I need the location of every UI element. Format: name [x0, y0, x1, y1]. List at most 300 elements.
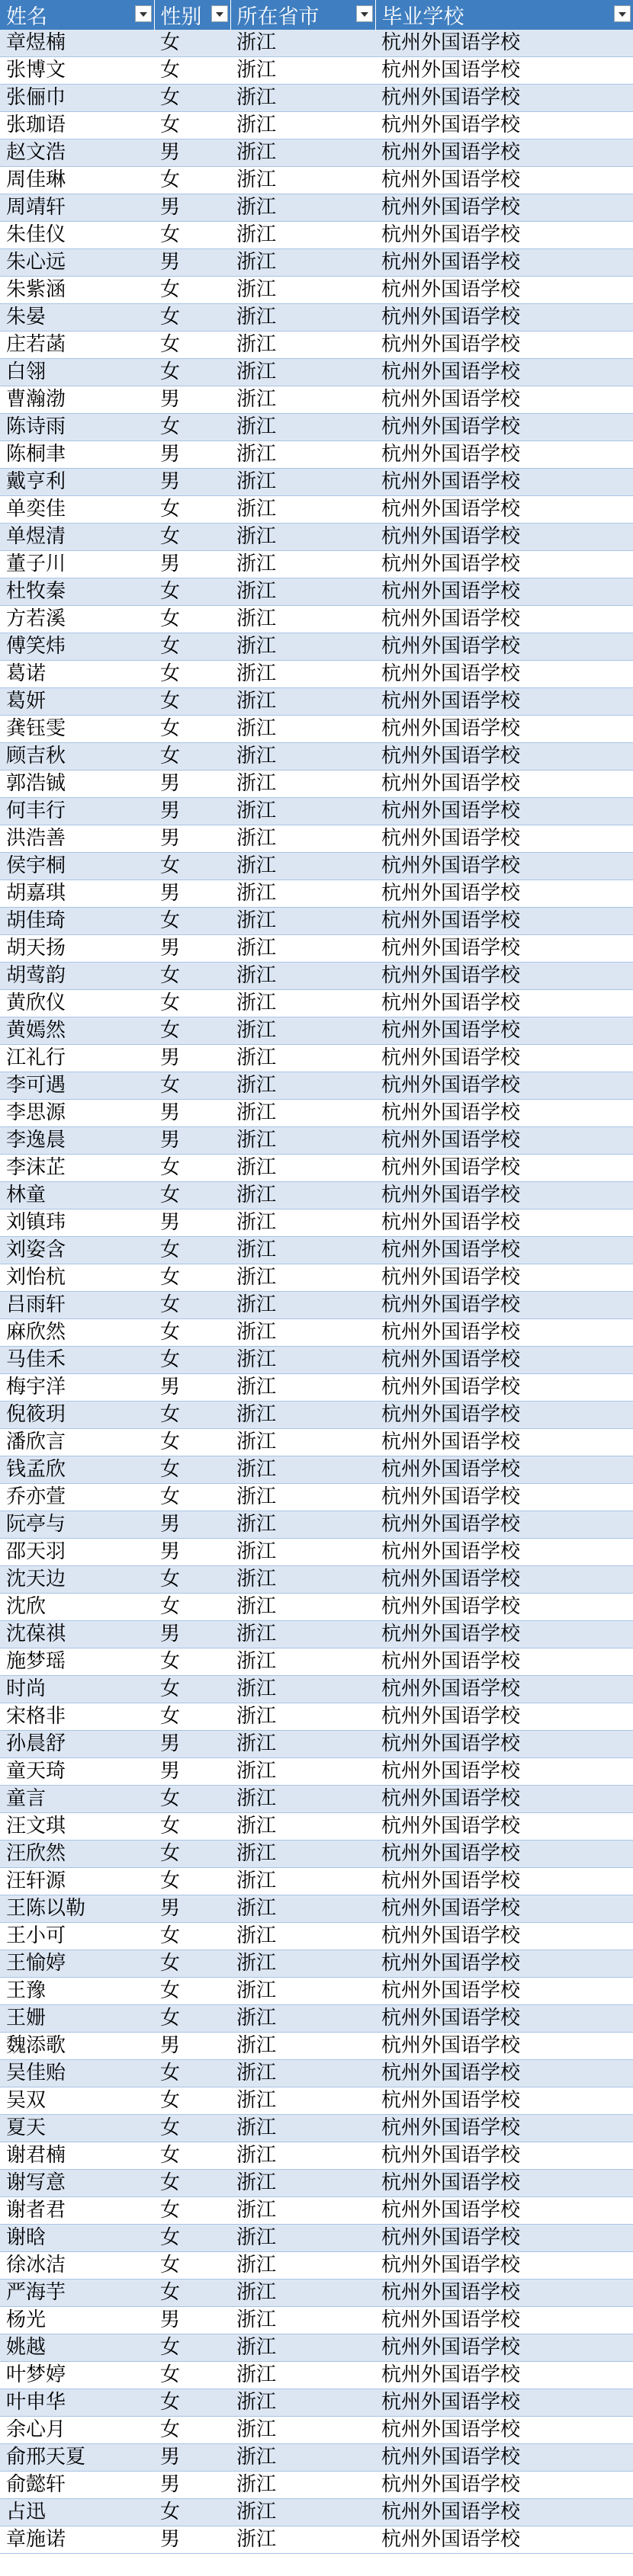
cell-name[interactable]: 庄若菡: [0, 332, 154, 359]
cell-name[interactable]: 傅笑炜: [0, 633, 154, 661]
cell-name[interactable]: 张博文: [0, 57, 154, 85]
cell-province[interactable]: 浙江: [230, 633, 375, 661]
cell-province[interactable]: 浙江: [230, 2115, 375, 2142]
cell-province[interactable]: 浙江: [230, 2225, 375, 2252]
cell-school[interactable]: 杭州外国语学校: [375, 771, 633, 798]
cell-gender[interactable]: 女: [154, 1566, 230, 1594]
cell-school[interactable]: 杭州外国语学校: [375, 606, 633, 633]
cell-name[interactable]: 单奕佳: [0, 496, 154, 524]
cell-gender[interactable]: 女: [154, 688, 230, 716]
cell-school[interactable]: 杭州外国语学校: [375, 277, 633, 304]
cell-province[interactable]: 浙江: [230, 1621, 375, 1648]
cell-province[interactable]: 浙江: [230, 1456, 375, 1484]
cell-gender[interactable]: 男: [154, 1374, 230, 1402]
cell-name[interactable]: 方若溪: [0, 606, 154, 633]
cell-name[interactable]: 章施诺: [0, 2526, 154, 2554]
cell-province[interactable]: 浙江: [230, 661, 375, 688]
cell-province[interactable]: 浙江: [230, 1978, 375, 2005]
cell-school[interactable]: 杭州外国语学校: [375, 1594, 633, 1621]
cell-name[interactable]: 钱孟欣: [0, 1456, 154, 1484]
cell-name[interactable]: 时尚: [0, 1676, 154, 1703]
cell-gender[interactable]: 女: [154, 332, 230, 359]
cell-province[interactable]: 浙江: [230, 1484, 375, 1511]
cell-gender[interactable]: 男: [154, 935, 230, 963]
cell-name[interactable]: 单煜清: [0, 524, 154, 551]
cell-name[interactable]: 夏天: [0, 2115, 154, 2142]
cell-gender[interactable]: 女: [154, 1017, 230, 1045]
cell-gender[interactable]: 男: [154, 1511, 230, 1539]
cell-name[interactable]: 童言: [0, 1786, 154, 1813]
cell-province[interactable]: 浙江: [230, 1182, 375, 1210]
cell-school[interactable]: 杭州外国语学校: [375, 825, 633, 853]
cell-gender[interactable]: 女: [154, 716, 230, 743]
cell-name[interactable]: 洪浩善: [0, 825, 154, 853]
cell-province[interactable]: 浙江: [230, 688, 375, 716]
cell-gender[interactable]: 女: [154, 853, 230, 880]
cell-gender[interactable]: 男: [154, 1621, 230, 1648]
cell-gender[interactable]: 女: [154, 606, 230, 633]
cell-name[interactable]: 吴佳贻: [0, 2060, 154, 2087]
cell-school[interactable]: 杭州外国语学校: [375, 1923, 633, 1950]
cell-name[interactable]: 谢晗: [0, 2225, 154, 2252]
cell-name[interactable]: 沈葆祺: [0, 1621, 154, 1648]
cell-gender[interactable]: 女: [154, 1484, 230, 1511]
cell-school[interactable]: 杭州外国语学校: [375, 1045, 633, 1072]
cell-school[interactable]: 杭州外国语学校: [375, 1841, 633, 1868]
cell-province[interactable]: 浙江: [230, 1758, 375, 1786]
cell-gender[interactable]: 女: [154, 1676, 230, 1703]
filter-dropdown-icon[interactable]: [135, 5, 152, 22]
cell-gender[interactable]: 女: [154, 1402, 230, 1429]
cell-school[interactable]: 杭州外国语学校: [375, 386, 633, 414]
cell-province[interactable]: 浙江: [230, 1347, 375, 1374]
cell-name[interactable]: 王愉婷: [0, 1950, 154, 1978]
cell-gender[interactable]: 女: [154, 1072, 230, 1100]
cell-gender[interactable]: 女: [154, 222, 230, 249]
cell-gender[interactable]: 女: [154, 304, 230, 332]
cell-school[interactable]: 杭州外国语学校: [375, 1100, 633, 1127]
cell-school[interactable]: 杭州外国语学校: [375, 1402, 633, 1429]
cell-name[interactable]: 倪筱玥: [0, 1402, 154, 1429]
cell-name[interactable]: 朱心远: [0, 249, 154, 277]
cell-school[interactable]: 杭州外国语学校: [375, 30, 633, 57]
cell-province[interactable]: 浙江: [230, 2334, 375, 2362]
cell-name[interactable]: 刘镇玮: [0, 1210, 154, 1237]
cell-province[interactable]: 浙江: [230, 1648, 375, 1676]
cell-province[interactable]: 浙江: [230, 1017, 375, 1045]
cell-gender[interactable]: 男: [154, 1045, 230, 1072]
cell-gender[interactable]: 男: [154, 2307, 230, 2334]
cell-province[interactable]: 浙江: [230, 1676, 375, 1703]
cell-province[interactable]: 浙江: [230, 1841, 375, 1868]
cell-gender[interactable]: 女: [154, 2362, 230, 2389]
cell-gender[interactable]: 男: [154, 139, 230, 167]
cell-province[interactable]: 浙江: [230, 578, 375, 606]
cell-gender[interactable]: 男: [154, 1127, 230, 1155]
cell-gender[interactable]: 女: [154, 963, 230, 990]
cell-school[interactable]: 杭州外国语学校: [375, 167, 633, 194]
cell-name[interactable]: 马佳禾: [0, 1347, 154, 1374]
cell-name[interactable]: 沈欣: [0, 1594, 154, 1621]
cell-province[interactable]: 浙江: [230, 2417, 375, 2444]
cell-name[interactable]: 梅宇洋: [0, 1374, 154, 1402]
cell-school[interactable]: 杭州外国语学校: [375, 743, 633, 771]
cell-name[interactable]: 侯宇桐: [0, 853, 154, 880]
cell-name[interactable]: 葛妍: [0, 688, 154, 716]
cell-province[interactable]: 浙江: [230, 1402, 375, 1429]
cell-province[interactable]: 浙江: [230, 2444, 375, 2472]
cell-name[interactable]: 阮亭与: [0, 1511, 154, 1539]
cell-school[interactable]: 杭州外国语学校: [375, 332, 633, 359]
cell-gender[interactable]: 女: [154, 2389, 230, 2417]
cell-gender[interactable]: 男: [154, 825, 230, 853]
cell-gender[interactable]: 女: [154, 2060, 230, 2087]
cell-province[interactable]: 浙江: [230, 194, 375, 222]
cell-gender[interactable]: 女: [154, 30, 230, 57]
cell-school[interactable]: 杭州外国语学校: [375, 2334, 633, 2362]
cell-school[interactable]: 杭州外国语学校: [375, 2033, 633, 2060]
cell-name[interactable]: 汪欣然: [0, 1841, 154, 1868]
cell-province[interactable]: 浙江: [230, 30, 375, 57]
cell-school[interactable]: 杭州外国语学校: [375, 1072, 633, 1100]
cell-gender[interactable]: 女: [154, 2334, 230, 2362]
cell-gender[interactable]: 男: [154, 2526, 230, 2554]
cell-province[interactable]: 浙江: [230, 606, 375, 633]
cell-gender[interactable]: 女: [154, 633, 230, 661]
cell-name[interactable]: 龚钰雯: [0, 716, 154, 743]
cell-name[interactable]: 谢者君: [0, 2197, 154, 2225]
cell-province[interactable]: 浙江: [230, 469, 375, 496]
cell-school[interactable]: 杭州外国语学校: [375, 1456, 633, 1484]
cell-province[interactable]: 浙江: [230, 1594, 375, 1621]
cell-school[interactable]: 杭州外国语学校: [375, 880, 633, 908]
cell-province[interactable]: 浙江: [230, 139, 375, 167]
cell-gender[interactable]: 男: [154, 1100, 230, 1127]
cell-province[interactable]: 浙江: [230, 2005, 375, 2033]
cell-province[interactable]: 浙江: [230, 798, 375, 825]
cell-province[interactable]: 浙江: [230, 1292, 375, 1319]
cell-name[interactable]: 王姗: [0, 2005, 154, 2033]
cell-name[interactable]: 李逸晨: [0, 1127, 154, 1155]
cell-name[interactable]: 占迅: [0, 2499, 154, 2526]
filter-dropdown-icon[interactable]: [356, 5, 373, 22]
cell-name[interactable]: 潘欣言: [0, 1429, 154, 1456]
cell-province[interactable]: 浙江: [230, 277, 375, 304]
cell-school[interactable]: 杭州外国语学校: [375, 1648, 633, 1676]
cell-gender[interactable]: 男: [154, 771, 230, 798]
cell-province[interactable]: 浙江: [230, 1511, 375, 1539]
cell-province[interactable]: 浙江: [230, 2170, 375, 2197]
cell-province[interactable]: 浙江: [230, 2197, 375, 2225]
cell-name[interactable]: 余心月: [0, 2417, 154, 2444]
cell-name[interactable]: 汪文琪: [0, 1813, 154, 1841]
cell-province[interactable]: 浙江: [230, 2362, 375, 2389]
cell-name[interactable]: 朱紫涵: [0, 277, 154, 304]
cell-school[interactable]: 杭州外国语学校: [375, 633, 633, 661]
cell-school[interactable]: 杭州外国语学校: [375, 1374, 633, 1402]
cell-name[interactable]: 邵天羽: [0, 1539, 154, 1566]
cell-school[interactable]: 杭州外国语学校: [375, 85, 633, 112]
cell-school[interactable]: 杭州外国语学校: [375, 908, 633, 935]
cell-school[interactable]: 杭州外国语学校: [375, 688, 633, 716]
cell-name[interactable]: 胡天扬: [0, 935, 154, 963]
cell-gender[interactable]: 女: [154, 1594, 230, 1621]
cell-gender[interactable]: 男: [154, 1731, 230, 1758]
cell-province[interactable]: 浙江: [230, 990, 375, 1017]
cell-name[interactable]: 胡佳琦: [0, 908, 154, 935]
cell-gender[interactable]: 女: [154, 1703, 230, 1731]
cell-name[interactable]: 谢君楠: [0, 2142, 154, 2170]
cell-gender[interactable]: 男: [154, 2444, 230, 2472]
cell-province[interactable]: 浙江: [230, 1264, 375, 1292]
cell-school[interactable]: 杭州外国语学校: [375, 414, 633, 441]
cell-name[interactable]: 朱晏: [0, 304, 154, 332]
cell-school[interactable]: 杭州外国语学校: [375, 990, 633, 1017]
cell-province[interactable]: 浙江: [230, 1237, 375, 1264]
cell-province[interactable]: 浙江: [230, 249, 375, 277]
cell-gender[interactable]: 男: [154, 880, 230, 908]
cell-gender[interactable]: 女: [154, 167, 230, 194]
cell-school[interactable]: 杭州外国语学校: [375, 2472, 633, 2499]
cell-name[interactable]: 陈桐聿: [0, 441, 154, 469]
cell-school[interactable]: 杭州外国语学校: [375, 578, 633, 606]
cell-gender[interactable]: 女: [154, 1868, 230, 1895]
cell-school[interactable]: 杭州外国语学校: [375, 1127, 633, 1155]
cell-name[interactable]: 何丰行: [0, 798, 154, 825]
cell-gender[interactable]: 女: [154, 1648, 230, 1676]
cell-gender[interactable]: 女: [154, 277, 230, 304]
cell-province[interactable]: 浙江: [230, 1210, 375, 1237]
cell-name[interactable]: 俞懿轩: [0, 2472, 154, 2499]
cell-school[interactable]: 杭州外国语学校: [375, 1978, 633, 2005]
cell-gender[interactable]: 女: [154, 1319, 230, 1347]
cell-province[interactable]: 浙江: [230, 1072, 375, 1100]
cell-name[interactable]: 徐冰洁: [0, 2252, 154, 2280]
cell-school[interactable]: 杭州外国语学校: [375, 2307, 633, 2334]
cell-school[interactable]: 杭州外国语学校: [375, 1429, 633, 1456]
cell-school[interactable]: 杭州外国语学校: [375, 2526, 633, 2554]
cell-name[interactable]: 王陈以勒: [0, 1895, 154, 1923]
cell-gender[interactable]: 女: [154, 743, 230, 771]
cell-gender[interactable]: 女: [154, 1978, 230, 2005]
cell-gender[interactable]: 女: [154, 1292, 230, 1319]
cell-province[interactable]: 浙江: [230, 112, 375, 139]
cell-province[interactable]: 浙江: [230, 2499, 375, 2526]
cell-school[interactable]: 杭州外国语学校: [375, 1182, 633, 1210]
cell-name[interactable]: 叶申华: [0, 2389, 154, 2417]
cell-gender[interactable]: 女: [154, 2225, 230, 2252]
cell-school[interactable]: 杭州外国语学校: [375, 661, 633, 688]
cell-school[interactable]: 杭州外国语学校: [375, 1703, 633, 1731]
cell-name[interactable]: 刘姿含: [0, 1237, 154, 1264]
cell-name[interactable]: 汪轩源: [0, 1868, 154, 1895]
cell-gender[interactable]: 女: [154, 2170, 230, 2197]
cell-school[interactable]: 杭州外国语学校: [375, 194, 633, 222]
cell-gender[interactable]: 女: [154, 1347, 230, 1374]
cell-name[interactable]: 周靖轩: [0, 194, 154, 222]
cell-gender[interactable]: 女: [154, 1813, 230, 1841]
cell-gender[interactable]: 女: [154, 2417, 230, 2444]
cell-gender[interactable]: 女: [154, 57, 230, 85]
cell-province[interactable]: 浙江: [230, 414, 375, 441]
cell-name[interactable]: 童天琦: [0, 1758, 154, 1786]
cell-school[interactable]: 杭州外国语学校: [375, 2170, 633, 2197]
cell-name[interactable]: 周佳琳: [0, 167, 154, 194]
cell-province[interactable]: 浙江: [230, 524, 375, 551]
cell-name[interactable]: 叶梦婷: [0, 2362, 154, 2389]
cell-province[interactable]: 浙江: [230, 853, 375, 880]
cell-province[interactable]: 浙江: [230, 1429, 375, 1456]
cell-gender[interactable]: 女: [154, 1841, 230, 1868]
cell-name[interactable]: 胡嘉琪: [0, 880, 154, 908]
cell-gender[interactable]: 女: [154, 661, 230, 688]
cell-province[interactable]: 浙江: [230, 304, 375, 332]
cell-gender[interactable]: 女: [154, 2280, 230, 2307]
cell-name[interactable]: 朱佳仪: [0, 222, 154, 249]
cell-gender[interactable]: 女: [154, 1264, 230, 1292]
cell-school[interactable]: 杭州外国语学校: [375, 1210, 633, 1237]
cell-school[interactable]: 杭州外国语学校: [375, 1484, 633, 1511]
cell-school[interactable]: 杭州外国语学校: [375, 551, 633, 578]
cell-province[interactable]: 浙江: [230, 771, 375, 798]
cell-name[interactable]: 谢写意: [0, 2170, 154, 2197]
cell-name[interactable]: 张珈语: [0, 112, 154, 139]
cell-province[interactable]: 浙江: [230, 2142, 375, 2170]
cell-school[interactable]: 杭州外国语学校: [375, 1292, 633, 1319]
cell-province[interactable]: 浙江: [230, 1539, 375, 1566]
cell-school[interactable]: 杭州外国语学校: [375, 1621, 633, 1648]
cell-gender[interactable]: 男: [154, 386, 230, 414]
cell-gender[interactable]: 女: [154, 112, 230, 139]
cell-name[interactable]: 林童: [0, 1182, 154, 1210]
cell-gender[interactable]: 女: [154, 2087, 230, 2115]
cell-province[interactable]: 浙江: [230, 1895, 375, 1923]
cell-province[interactable]: 浙江: [230, 441, 375, 469]
cell-name[interactable]: 严海芋: [0, 2280, 154, 2307]
cell-gender[interactable]: 男: [154, 1210, 230, 1237]
cell-school[interactable]: 杭州外国语学校: [375, 1868, 633, 1895]
cell-school[interactable]: 杭州外国语学校: [375, 222, 633, 249]
cell-province[interactable]: 浙江: [230, 1155, 375, 1182]
cell-name[interactable]: 王小可: [0, 1923, 154, 1950]
cell-province[interactable]: 浙江: [230, 1703, 375, 1731]
cell-school[interactable]: 杭州外国语学校: [375, 1155, 633, 1182]
cell-school[interactable]: 杭州外国语学校: [375, 112, 633, 139]
cell-school[interactable]: 杭州外国语学校: [375, 1511, 633, 1539]
cell-name[interactable]: 白翎: [0, 359, 154, 386]
cell-name[interactable]: 乔亦萱: [0, 1484, 154, 1511]
cell-gender[interactable]: 女: [154, 1237, 230, 1264]
cell-gender[interactable]: 男: [154, 798, 230, 825]
cell-name[interactable]: 刘怡杭: [0, 1264, 154, 1292]
cell-name[interactable]: 魏添歌: [0, 2033, 154, 2060]
cell-province[interactable]: 浙江: [230, 1127, 375, 1155]
cell-province[interactable]: 浙江: [230, 85, 375, 112]
cell-school[interactable]: 杭州外国语学校: [375, 359, 633, 386]
cell-province[interactable]: 浙江: [230, 167, 375, 194]
cell-gender[interactable]: 女: [154, 1182, 230, 1210]
cell-province[interactable]: 浙江: [230, 496, 375, 524]
cell-gender[interactable]: 女: [154, 2142, 230, 2170]
cell-province[interactable]: 浙江: [230, 880, 375, 908]
cell-school[interactable]: 杭州外国语学校: [375, 2417, 633, 2444]
cell-school[interactable]: 杭州外国语学校: [375, 2225, 633, 2252]
cell-name[interactable]: 曹瀚渤: [0, 386, 154, 414]
cell-school[interactable]: 杭州外国语学校: [375, 2252, 633, 2280]
cell-school[interactable]: 杭州外国语学校: [375, 1539, 633, 1566]
cell-school[interactable]: 杭州外国语学校: [375, 524, 633, 551]
cell-gender[interactable]: 女: [154, 496, 230, 524]
cell-province[interactable]: 浙江: [230, 908, 375, 935]
cell-province[interactable]: 浙江: [230, 825, 375, 853]
cell-province[interactable]: 浙江: [230, 1786, 375, 1813]
cell-school[interactable]: 杭州外国语学校: [375, 1017, 633, 1045]
cell-name[interactable]: 章煜楠: [0, 30, 154, 57]
cell-province[interactable]: 浙江: [230, 743, 375, 771]
cell-school[interactable]: 杭州外国语学校: [375, 469, 633, 496]
cell-gender[interactable]: 女: [154, 578, 230, 606]
cell-province[interactable]: 浙江: [230, 2526, 375, 2554]
cell-name[interactable]: 沈天边: [0, 1566, 154, 1594]
cell-school[interactable]: 杭州外国语学校: [375, 139, 633, 167]
cell-name[interactable]: 宋格非: [0, 1703, 154, 1731]
cell-gender[interactable]: 女: [154, 1456, 230, 1484]
cell-name[interactable]: 吴双: [0, 2087, 154, 2115]
cell-province[interactable]: 浙江: [230, 1100, 375, 1127]
cell-gender[interactable]: 女: [154, 2197, 230, 2225]
filter-dropdown-icon[interactable]: [614, 5, 631, 22]
cell-name[interactable]: 江礼行: [0, 1045, 154, 1072]
cell-name[interactable]: 胡莺韵: [0, 963, 154, 990]
cell-gender[interactable]: 男: [154, 2033, 230, 2060]
cell-name[interactable]: 赵文浩: [0, 139, 154, 167]
cell-province[interactable]: 浙江: [230, 1045, 375, 1072]
cell-gender[interactable]: 男: [154, 1539, 230, 1566]
cell-school[interactable]: 杭州外国语学校: [375, 2115, 633, 2142]
cell-province[interactable]: 浙江: [230, 1731, 375, 1758]
cell-name[interactable]: 孙晨舒: [0, 1731, 154, 1758]
cell-province[interactable]: 浙江: [230, 1923, 375, 1950]
cell-name[interactable]: 董子川: [0, 551, 154, 578]
cell-province[interactable]: 浙江: [230, 1566, 375, 1594]
cell-gender[interactable]: 男: [154, 469, 230, 496]
cell-school[interactable]: 杭州外国语学校: [375, 2060, 633, 2087]
cell-name[interactable]: 黄嫣然: [0, 1017, 154, 1045]
cell-name[interactable]: 郭浩铖: [0, 771, 154, 798]
cell-province[interactable]: 浙江: [230, 359, 375, 386]
cell-gender[interactable]: 男: [154, 249, 230, 277]
cell-name[interactable]: 王豫: [0, 1978, 154, 2005]
cell-school[interactable]: 杭州外国语学校: [375, 2142, 633, 2170]
cell-province[interactable]: 浙江: [230, 2472, 375, 2499]
cell-school[interactable]: 杭州外国语学校: [375, 1813, 633, 1841]
cell-school[interactable]: 杭州外国语学校: [375, 1319, 633, 1347]
cell-gender[interactable]: 男: [154, 194, 230, 222]
cell-province[interactable]: 浙江: [230, 222, 375, 249]
cell-school[interactable]: 杭州外国语学校: [375, 853, 633, 880]
cell-school[interactable]: 杭州外国语学校: [375, 1264, 633, 1292]
cell-school[interactable]: 杭州外国语学校: [375, 1566, 633, 1594]
cell-gender[interactable]: 男: [154, 441, 230, 469]
cell-province[interactable]: 浙江: [230, 1950, 375, 1978]
cell-school[interactable]: 杭州外国语学校: [375, 496, 633, 524]
cell-province[interactable]: 浙江: [230, 1813, 375, 1841]
cell-province[interactable]: 浙江: [230, 2060, 375, 2087]
cell-province[interactable]: 浙江: [230, 2252, 375, 2280]
cell-name[interactable]: 吕雨轩: [0, 1292, 154, 1319]
cell-school[interactable]: 杭州外国语学校: [375, 2087, 633, 2115]
cell-gender[interactable]: 女: [154, 1923, 230, 1950]
